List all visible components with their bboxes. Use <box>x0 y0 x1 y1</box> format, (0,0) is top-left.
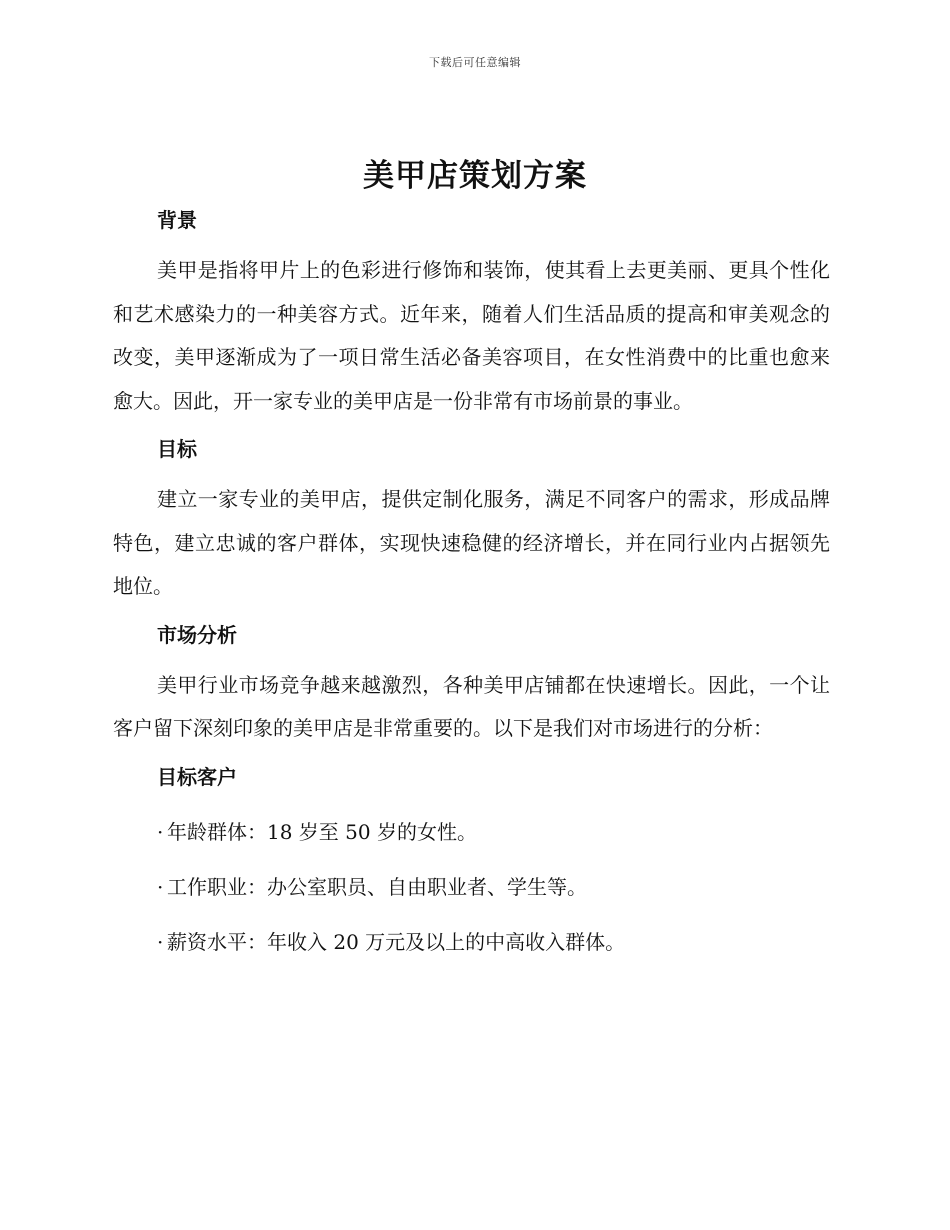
list-item-text: 工作职业：办公室职员、自由职业者、学生等。 <box>167 874 587 899</box>
document-body <box>113 203 830 980</box>
section-text-goal: 建立一家专业的美甲店，提供定制化服务，满足不同客户的需求，形成品牌特色，建立忠诚的客户群体，实现快速稳健的经济增长，并在同行业内占据领先地位。 <box>113 487 830 598</box>
list-item <box>157 815 830 870</box>
section-heading-customers: 目标客户 <box>157 764 237 789</box>
bullet-symbol: · <box>157 819 164 844</box>
list-item <box>157 870 830 925</box>
list-item-text: 年龄群体：18 岁至 50 岁的女性。 <box>167 819 477 844</box>
section-heading-background: 背景 <box>157 208 197 232</box>
page-header: 下载后可任意编辑 <box>429 56 521 69</box>
list-item-text: 薪资水平：年收入 20 万元及以上的中高收入群体。 <box>167 929 626 954</box>
document-title: 美甲店策划方案 <box>363 158 587 194</box>
section-text-background: 美甲是指将甲片上的色彩进行修饰和装饰，使其看上去更美丽、更具个性化和艺术感染力的一种美容方式。近年来，随着人们生活品质的提高和审美观念的改变，美甲逐渐成为了一项日常生活必备美容项目，在女性消费中的比重也愈来愈大。因此，开一家专业的美甲店是一份非常有市场前景的事业。 <box>113 258 830 413</box>
section-text-market: 美甲行业市场竞争越来越激烈，各种美甲店铺都在快速增长。因此，一个让客户留下深刻印象的美甲店是非常重要的。以下是我们对市场进行的分析： <box>113 672 830 740</box>
list-item <box>157 925 830 980</box>
section-heading-goal: 目标 <box>157 437 197 461</box>
bullet-symbol: · <box>157 929 164 954</box>
bullet-symbol: · <box>157 874 164 899</box>
section-heading-market: 市场分析 <box>157 622 237 647</box>
